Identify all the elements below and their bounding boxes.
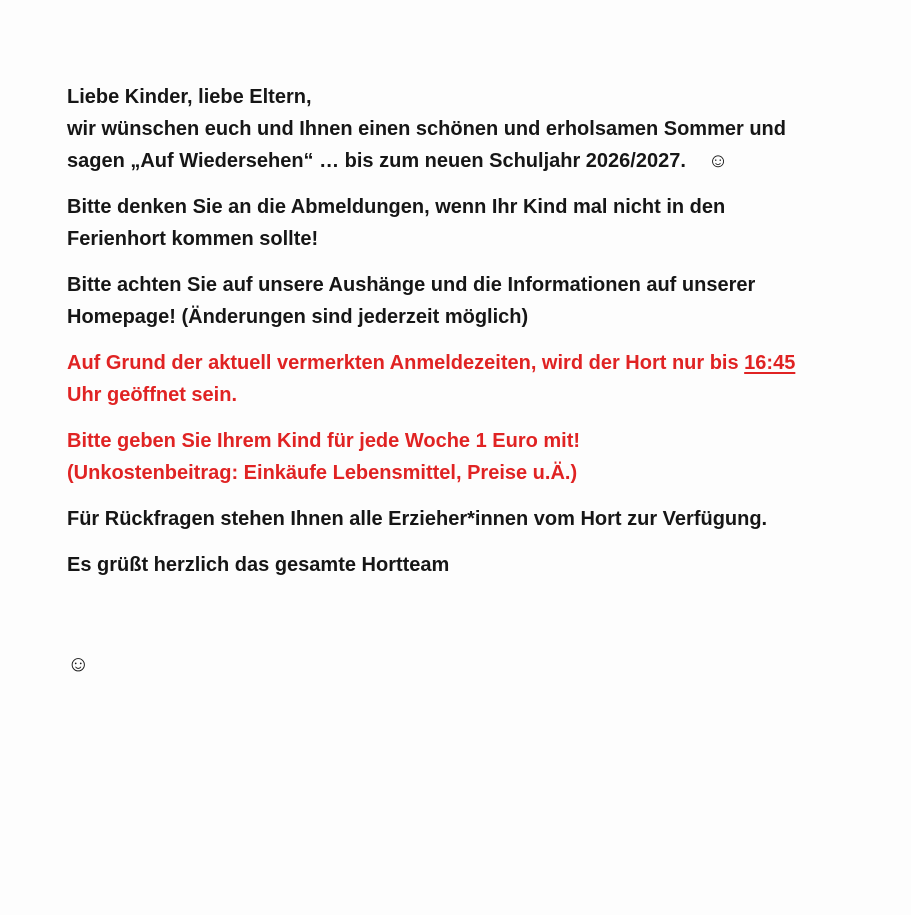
closing-time: 16:45: [744, 352, 796, 374]
paragraph-deregistration: [67, 191, 903, 255]
opening-hours-prefix: Auf Grund der aktuell vermerkten Anmeldezeiten, wird der Hort nur bis: [67, 352, 745, 374]
signoff-line: Es grüßt herzlich das gesamte Hortteam: [67, 554, 450, 576]
paragraph-greeting: [67, 81, 903, 177]
contribution-line-2: (Unkostenbeitrag: Einkäufe Lebensmittel, Preise u.Ä.): [67, 462, 578, 484]
opening-hours-line-1: [67, 347, 903, 379]
farewell-line: [67, 145, 903, 177]
deregistration-line-2: Ferienhort kommen sollte!: [67, 228, 319, 250]
opening-hours-line-2: Uhr geöffnet sein.: [67, 384, 238, 406]
smiley-icon-bottom: ☺: [67, 651, 90, 676]
paragraph-notices: [67, 269, 903, 333]
deregistration-line-1: Bitte denken Sie an die Abmeldungen, wenn Ihr Kind mal nicht in den: [67, 196, 726, 218]
farewell-text: sagen „Auf Wiedersehen“ … bis zum neuen Schuljahr 2026/2027.: [67, 150, 686, 172]
contribution-line-1: Bitte geben Sie Ihrem Kind für jede Woche 1 Euro mit!: [67, 430, 581, 452]
paragraph-signoff: [67, 549, 903, 581]
smiley-icon: ☺: [707, 150, 729, 172]
wish-line: wir wünschen euch und Ihnen einen schönen und erholsamen Sommer und: [67, 118, 786, 140]
notices-line-2: Homepage! (Änderungen sind jederzeit möglich): [67, 306, 529, 328]
paragraph-questions: [67, 503, 903, 535]
notices-line-1: Bitte achten Sie auf unsere Aushänge und die Informationen auf unserer: [67, 274, 756, 296]
questions-line: Für Rückfragen stehen Ihnen alle Erzieher*innen vom Hort zur Verfügung.: [67, 508, 768, 530]
letter-body: [67, 81, 903, 595]
paragraph-opening-hours: [67, 347, 903, 411]
greeting-line: Liebe Kinder, liebe Eltern,: [67, 86, 312, 108]
paragraph-contribution: [67, 425, 903, 489]
